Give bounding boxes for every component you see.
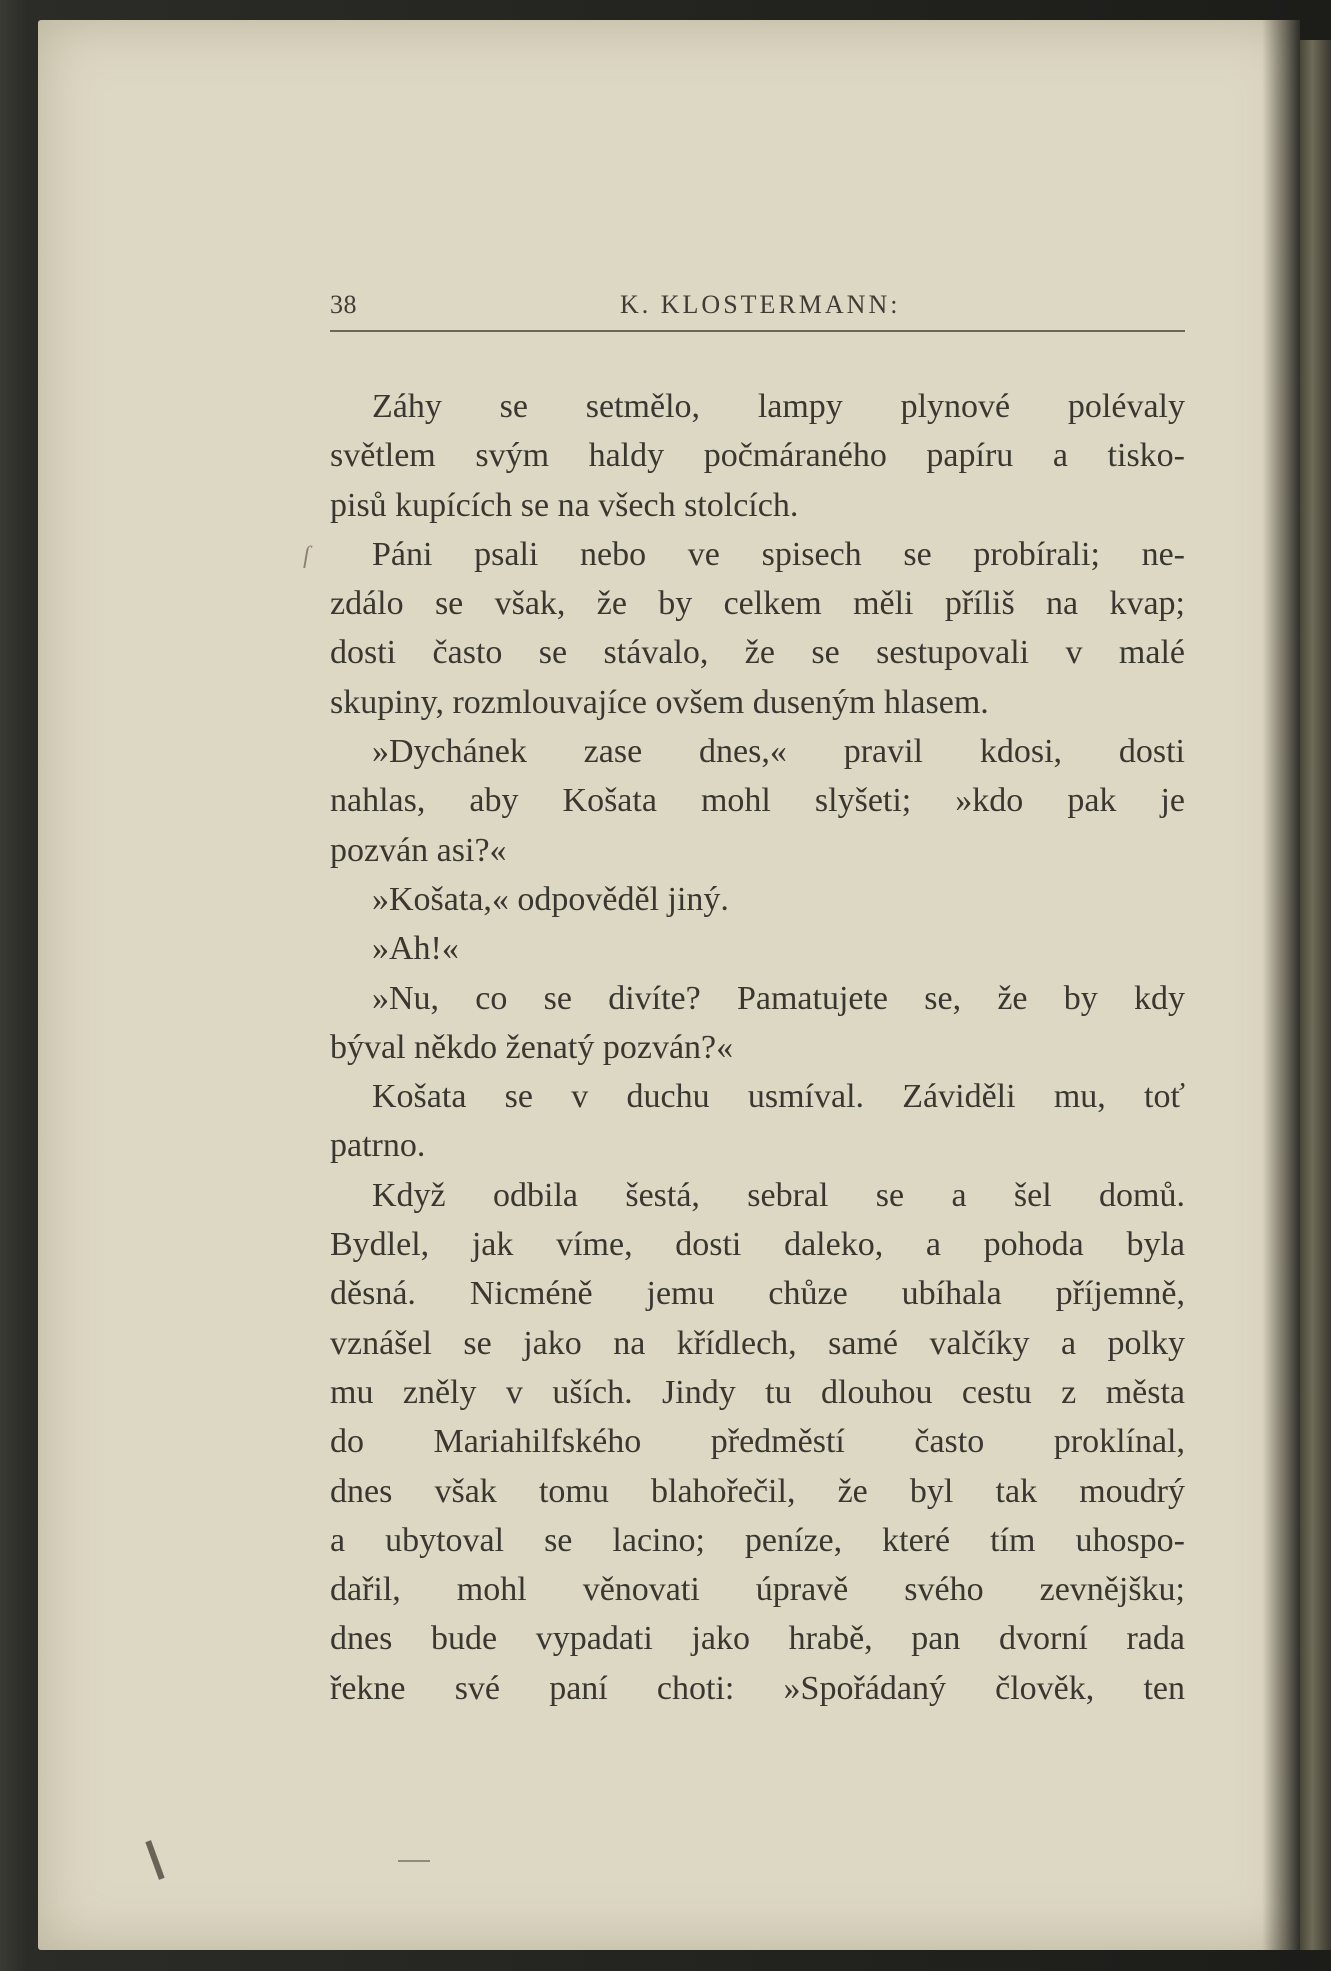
text-line: do Mariahilfského předměstí často proklínal, — [330, 1423, 1185, 1461]
text-line: dařil, mohl věnovati úpravě svého zevnějšku; — [330, 1571, 1185, 1609]
text-line: dnes bude vypadati jako hrabě, pan dvorní rada — [330, 1620, 1185, 1658]
text-line: mu zněly v uších. Jindy tu dlouhou cestu z města — [330, 1373, 1185, 1411]
text-line: děsná. Nicméně jemu chůze ubíhala příjemně, — [330, 1275, 1185, 1313]
text-line: Bydlel, jak víme, dosti daleko, a pohoda byla — [330, 1226, 1185, 1264]
text-line: dosti často se stávalo, že se sestupovali v malé — [330, 634, 1185, 672]
text-line: »Dychánek zase dnes,« pravil kdosi, dosti — [372, 733, 1185, 771]
text-line: zdálo se však, že by celkem měli příliš na kvap; — [330, 585, 1185, 623]
text-line: pozván asi?« — [330, 831, 507, 869]
body-text — [330, 382, 1185, 1713]
text-line: Páni psali nebo ve spisech se probírali; ne- — [372, 535, 1185, 573]
text-line: Když odbila šestá, sebral se a šel domů. — [372, 1176, 1185, 1214]
facing-page-edge — [1300, 40, 1331, 1950]
text-line: dnes však tomu blahořečil, že byl tak moudrý — [330, 1472, 1185, 1510]
text-line: vznášel se jako na křídlech, samé valčíky a polky — [330, 1324, 1185, 1362]
running-title: K. KLOSTERMANN: — [620, 290, 901, 319]
text-line: řekne své paní choti: »Spořádaný člověk, ten — [330, 1669, 1185, 1707]
page-number: 38 — [330, 290, 357, 319]
text-line: pisů kupících se na všech stolcích. — [330, 486, 799, 524]
text-line: býval někdo ženatý pozván?« — [330, 1028, 734, 1066]
text-line: světlem svým haldy počmáraného papíru a tisko- — [330, 437, 1185, 475]
text-line: »Ah!« — [372, 930, 459, 968]
text-line: a ubytoval se lacino; peníze, které tím uhospo- — [330, 1521, 1185, 1559]
text-line: »Nu, co se divíte? Pamatujete se, že by kdy — [372, 979, 1185, 1017]
margin-pencil-mark: ſ — [303, 543, 310, 569]
text-line: Košata se v duchu usmíval. Záviděli mu, toť — [372, 1078, 1185, 1116]
text-line: skupiny, rozmlouvajíce ovšem duseným hlasem. — [330, 683, 989, 721]
text-line: nahlas, aby Košata mohl slyšeti; »kdo pak je — [330, 782, 1185, 820]
text-line: Záhy se setmělo, lampy plynové polévaly — [372, 388, 1185, 425]
running-header — [330, 286, 1185, 332]
bottom-pencil-mark — [398, 1860, 430, 1862]
text-line: »Košata,« odpověděl jiný. — [372, 880, 729, 918]
text-line: patrno. — [330, 1127, 426, 1165]
